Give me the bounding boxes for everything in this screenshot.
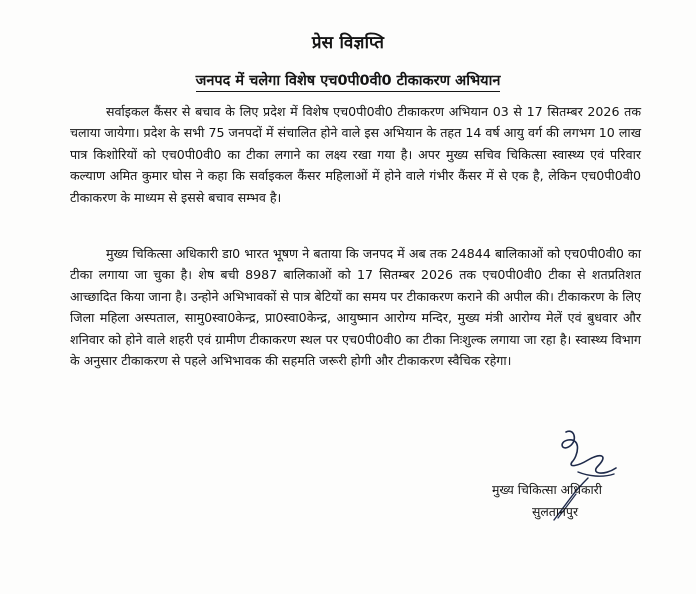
page-subtitle xyxy=(0,70,696,90)
signatory-designation: मुख्य चिकित्सा अधिकारी xyxy=(492,482,602,497)
paragraph-1: सर्वाइकल कैंसर से बचाव के लिए प्रदेश में विशेष एच0पी0वी0 टीकाकरण अभियान 03 से 17 सितम्बर 2026 तक चलाया जायेगा। प्रदेश के सभी 75 जनपदों में संचालित होने वाले इस अभियान के तहत 14 वर्ष आयु वर्ग की लगभग 10 लाख पात्र किशोरियों को एच0पी0वी0 का टीका लगाने का लक्ष्य रखा गया है। अपर मुख्य सचिव चिकित्सा स्वास्थ्य एवं परिवार कल्याण अमित कुमार घोस ने कहा कि सर्वाइकल कैंसर महिलाओं में होने वाले गंभीर कैंसर में से एक है, लेकिन एच0पी0वी0 टीकाकरण के माध्यम से इससे बचाव सम्भव है। xyxy=(70,104,641,205)
paragraph-2: मुख्य चिकित्सा अधिकारी डा0 भारत भूषण ने बताया कि जनपद में अब तक 24844 बालिकाओं को एच0पी0वी0 का टीका लगाया जा चुका है। शेष बची 8987 बालिकाओं को 17 सितम्बर 2026 तक एच0पी0वी0 टीका से शतप्रतिशत आच्छादित किया जाना है। उन्होने अभिभावकों से पात्र बेटियों का समय पर टीकाकरण कराने की अपील की। टीकाकरण के लिए जिला महिला अस्पताल, सामु0स्वा0केन्द्र, प्रा0स्वा0केन्द्र, आयुष्मान आरोग्य मन्दिर, मुख्य मंत्री आरोग्य मेलें एवं बुधवार और शनिवार को होने वाले शहरी एवं ग्रामीण टीकाकरण स्थल पर एच0पी0वी0 का टीका निःशुल्क लगाया जा रहा है। स्वास्थ्य विभाग के अनुसार टीकाकरण से पहले अभिभावक की सहमति जरूरी होगी और टीकाकरण स्वैचिक रहेगा। xyxy=(70,246,641,369)
signatory-location: सुलतानपुर xyxy=(532,504,579,519)
subtitle-text: जनपद में चलेगा विशेष एच0पी0वी0 टीकाकरण अभियान xyxy=(196,73,501,92)
page-title: प्रेस विज्ञप्ति xyxy=(311,33,385,53)
signatory-block xyxy=(492,479,602,523)
